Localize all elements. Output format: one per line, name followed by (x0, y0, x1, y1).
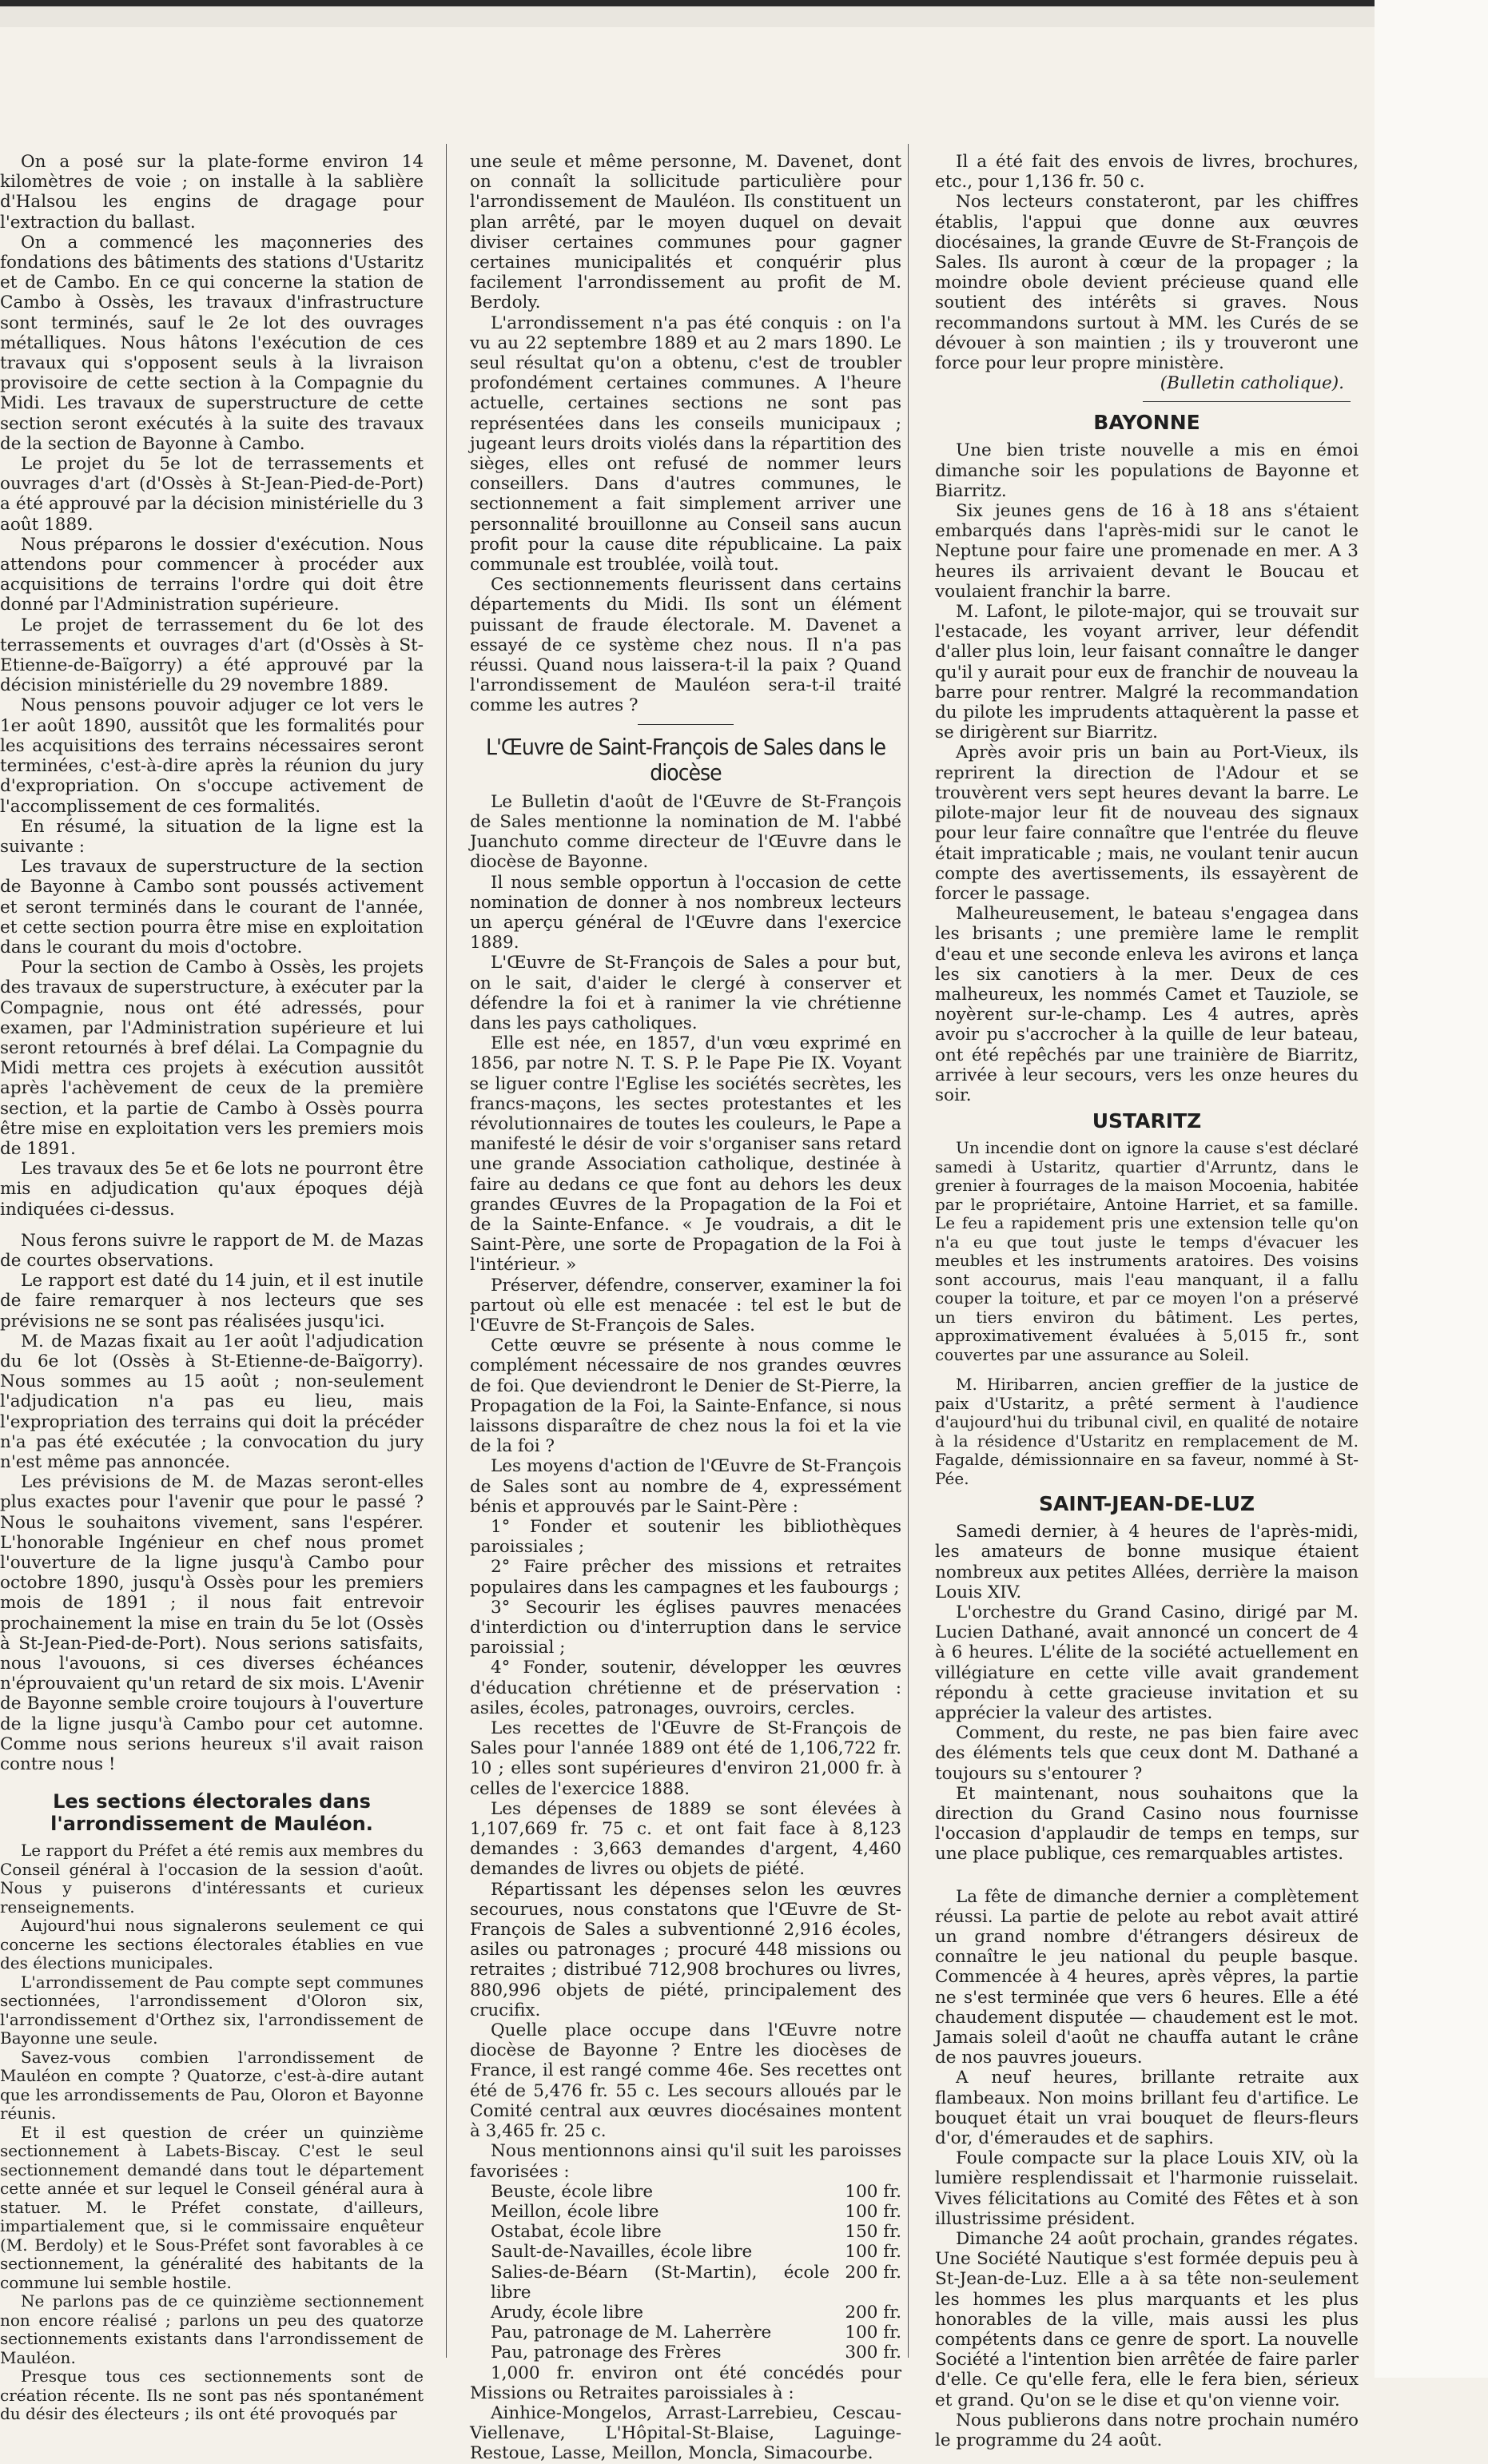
paragraph: En résumé, la situation de la ligne est la suivante : (0, 816, 424, 857)
article-heading: Les sections électorales dans l'arrondissement de Mauléon. (50, 1790, 373, 1836)
table-row (470, 2323, 901, 2343)
amount: 300 fr. (845, 2343, 901, 2363)
column-3 (935, 152, 1359, 2451)
paragraph: Aujourd'hui nous signalerons seulement ce qui concerne les sections électorales établies en vue des élections municipales. (0, 1916, 424, 1973)
paragraph: Une bien triste nouvelle a mis en émoi dimanche soir les populations de Bayonne et Biarritz. (935, 440, 1359, 501)
paragraph: Pour la section de Cambo à Ossès, les projets des travaux de superstructure, à exécuter par la Compagnie, nous ont été adressés, pour examen, par l'Administration supérieure et lui seront retournés à bref délai. La Compagnie du Midi mettra ces projets à exécution aussitôt après l'achèvement de ceux de la première section, et la partie de Cambo à Ossès pourra être mise en exploitation vers les premiers mois de 1891. (0, 957, 424, 1159)
paragraph: Dimanche 24 août prochain, grandes régates. Une Société Nautique s'est formée depuis peu à St-Jean-de-Luz. Elle a à sa tête non-seulement les hommes les plus marquants et les plus honorables de la ville, mais aussi les plus compétents dans ce genre de sport. La nouvelle Société a l'intention bien arrêtée de faire parler d'elle. Ce qu'elle fera, elle le fera bien, sérieux et grand. Qu'on se le dise et qu'on vienne voir. (935, 2229, 1359, 2410)
paragraph: Quelle place occupe dans l'Œuvre notre diocèse de Bayonne ? Entre les diocèses de France, il est rangé comme 46e. Ses recettes ont été de 5,476 fr. 55 c. Les secours alloués par le Comité central aux œuvres diocésaines montent à 3,465 fr. 25 c. (470, 2020, 901, 2142)
paragraph: Les travaux des 5e et 6e lots ne pourront être mis en adjudication qu'aux époques déjà indiquées ci-dessus. (0, 1159, 424, 1220)
paragraph: M. Lafont, le pilote-major, qui se trouvait sur l'estacade, les voyant arriver, leur défendit d'aller plus loin, leur faisant connaître le danger qu'il y aurait pour eux de franchir de nouveau la barre pour rentrer. Malgré la recommandation du pilote les imprudents attaquèrent la passe et se dirigèrent sur Biarritz. (935, 602, 1359, 743)
article-heading: L'Œuvre de Saint-François de Sales dans le diocèse (485, 733, 886, 786)
top-border (0, 0, 1488, 6)
paragraph: Le projet du 5e lot de terrassements et ouvrages d'art (d'Ossès à St-Jean-Pied-de-Port) a été approuvé par la décision ministérielle du 3 août 1889. (0, 454, 424, 535)
electoral-sections-article (0, 1841, 424, 2424)
paragraph: Les travaux de superstructure de la section de Bayonne à Cambo sont poussés activement et seront terminés dans le courant de l'année, et cette section pourra être mise en exploitation dans le courant du mois d'octobre. (0, 857, 424, 957)
saint-jean-de-luz-news (935, 1522, 1359, 2450)
amount: 100 fr. (845, 2181, 901, 2202)
paragraph: Préserver, défendre, conserver, examiner la foi partout où elle est menacée : tel est le but de l'Œuvre de St-François de Sales. (470, 1275, 901, 1335)
paragraph: M. Hiribarren, ancien greffier de la justice de paix d'Ustaritz, a prêté serment à l'audience d'aujourd'hui du tribunal civil, en qualité de notaire à la résidence d'Ustaritz en remplacement de M. Fagalde, démissionnaire en sa faveur, nommé à St-Pée. (935, 1375, 1359, 1488)
paragraph: Le Bulletin d'août de l'Œuvre de St-François de Sales mentionne la nomination de M. l'abbé Juanchuto comme directeur de l'Œuvre dans le diocèse de Bayonne. (470, 791, 901, 873)
ustaritz-news (935, 1139, 1359, 1488)
paragraph: 4° Fonder, soutenir, développer les œuvres d'éducation chrétienne et de préservation : asiles, écoles, patronages, ouvroirs, cercles. (470, 1658, 901, 1718)
table-row (470, 2182, 901, 2202)
paragraph: Comment, du reste, ne pas bien faire avec des éléments tels que ceux dont M. Dathané a toujours su s'entourer ? (935, 1723, 1359, 1784)
paragraph: L'orchestre du Grand Casino, dirigé par M. Lucien Dathané, avait annoncé un concert de 4 à 6 heures. L'élite de la société actuellement en villégiature en cette ville avait grandement répondu à cette gracieuse invitation et su apprécier la valeur des artistes. (935, 1602, 1359, 1723)
school-name: Pau, patronage de M. Laherrère (491, 2323, 772, 2343)
paragraph: Nous pensons pouvoir adjuger ce lot vers le 1er août 1890, aussitôt que les formalités pour les acquisitions des terrains nécessaires seront terminées, c'est-à-dire après la réunion du jury d'expropriation. On s'occupe activement de l'accomplissement de ces formalités. (0, 695, 424, 817)
paragraph: Malheureusement, le bateau s'engagea dans les brisants ; une première lame le remplit d'eau et une seconde enleva les avirons et lança les six canotiers à la mer. Deux de ces malheureux, les nommés Camet et Tauziole, se noyèrent sur-le-champ. Les 4 autres, après avoir pu s'accrocher à la quille de leur bateau, ont été repêchés par une trainière de Biarritz, arrivée à leur secours, vers les onze heures du soir. (935, 904, 1359, 1105)
paragraph: On a posé sur la plate-forme environ 14 kilomètres de voie ; on installe à la sablière d'Halsou les engins de dragage pour l'extraction du ballast. (0, 152, 424, 233)
section-heading-bayonne: BAYONNE (1093, 411, 1200, 435)
school-name: Beuste, école libre (491, 2181, 654, 2202)
paragraph: une seule et même personne, M. Davenet, dont on connaît la sollicitude particulière pour l'arrondissement de Mauléon. Ils constituent un plan arrêté, par le moyen duquel on devait diviser certaines communes pour gagner certaines municipalités et conquérir plus facilement l'arrondissement au profit de M. Berdoly. (470, 152, 901, 313)
column-2 (470, 152, 901, 2464)
railway-report (0, 152, 424, 1220)
column-rule-1 (446, 144, 447, 2358)
table-row (470, 2303, 901, 2323)
source-credit: (Bulletin catholique). (1160, 373, 1344, 394)
amount: 100 fr. (845, 2242, 901, 2263)
paragraph: Foule compacte sur la place Louis XIV, où la lumière resplendissait et l'harmonie ruisselait. Vives félicitations au Comité des Fêtes et à son illustrissime président. (935, 2148, 1359, 2229)
column-rule-2 (908, 144, 909, 2358)
paragraph: Nous ferons suivre le rapport de M. de Mazas de courtes observations. (0, 1230, 424, 1271)
paragraph: Le rapport est daté du 14 juin, et il est inutile de faire remarquer à nos lecteurs que ses prévisions ne se sont pas réalisées jusqu'ici. (0, 1271, 424, 1332)
paragraph: M. de Mazas fixait au 1er août l'adjudication du 6e lot (Ossès à St-Etienne-de-Baïgorry). Nous sommes au 15 août ; non-seulement l'adjudication n'a pas eu lieu, mais l'expropriation des terrains qui doit la précéder n'a pas été exécutée ; la convocation du jury n'est même pas annoncée. (0, 1331, 424, 1472)
paragraph: Savez-vous combien l'arrondissement de Mauléon en compte ? Quatorze, c'est-à-dire autant que les arrondissements de Pau, Oloron et Bayonne réunis. (0, 2047, 424, 2124)
table-row (470, 2343, 901, 2362)
table-row (470, 2222, 901, 2242)
paragraph: Nous mentionnons ainsi qu'il suit les paroisses favorisées : (470, 2141, 901, 2182)
column-1 (0, 152, 424, 2424)
paragraph: La fête de dimanche dernier a complètement réussi. La partie de pelote au rebot avait attiré un grand nombre d'étrangers désireux de connaître le jeu national du peuple basque. Commencée à 4 heures, après vêpres, la partie ne s'est terminée que vers 6 heures. Elle a été chaudement disputée — chaudement est le mot. Jamais soleil d'août ne chauffa autant le crâne de nos pauvres joueurs. (935, 1886, 1359, 2068)
paragraph: Répartissant les dépenses selon les œuvres secourues, nous constatons que l'Œuvre de St-François de Sales a subventionné 2,916 écoles, asiles ou patronages ; procuré 448 missions ou retraites ; distribué 712,908 brochures ou livres, 880,996 objets de piété, principalement des crucifix. (470, 1879, 901, 2020)
paragraph: Nos lecteurs constateront, par les chiffres établis, l'appui que donne aux œuvres diocésaines, la grande Œuvre de St-François de Sales. Ils auront à cœur de la propager ; la moindre obole devient précieuse quand elle soutient des intérêts si graves. Nous recommandons surtout à MM. les Curés de se dévouer à son maintien ; ils y trouveront une force pour leur propre ministère. (935, 192, 1359, 374)
paragraph: Elle est née, en 1857, d'un vœu exprimé en 1856, par notre N. T. S. P. le Pape Pie IX. Voyant se liguer contre l'Eglise les sociétés secrètes, les francs-maçons, les sectes protestantes et les révolutionnaires de toutes les couleurs, le Pape a manifesté le désir de voir s'organiser sans retard une grande Association catholique, destinée à faire au dedans ce que font au dehors les deux grandes Œuvres de la Propagation de la Foi et de la Sainte-Enfance. « Je voudrais, a dit le Saint-Père, une sorte de Propagation de la Foi à l'intérieur. » (470, 1033, 901, 1276)
paragraph: L'arrondissement de Pau compte sept communes sectionnées, l'arrondissement d'Oloron six, l'arrondissement d'Orthez six, l'arrondissement de Bayonne une seule. (0, 1972, 424, 2048)
right-margin (1375, 0, 1488, 2378)
paragraph: Six jeunes gens de 16 à 18 ans s'étaient embarqués dans l'après-midi sur le canot le Neptune pour faire une promenade en mer. A 3 heures ils arrivaient devant le Boucau et voulaient franchir la barre. (935, 501, 1359, 602)
table-row (470, 2202, 901, 2222)
paragraph: On a commencé les maçonneries des fondations des bâtiments des stations d'Ustaritz et de Cambo. En ce qui concerne la station de Cambo à Ossès, les travaux d'infrastructure sont terminés, sauf le 2e lot des ouvrages métalliques. Nous hâtons l'exécution de ces travaux qui s'opposent seuls à la livraison provisoire de cette section à la Compagnie du Midi. Les travaux de superstructure de cette section seront exécutés à la suite des travaux de la section de Bayonne à Cambo. (0, 232, 424, 454)
oeuvre-article-end (935, 152, 1359, 393)
divider (638, 724, 734, 725)
school-name: Salies-de-Béarn (St-Martin), école libre (491, 2262, 830, 2303)
paragraph: Nous préparons le dossier d'exécution. Nous attendons pour commencer à procéder aux acquisitions de terrains l'ordre qui doit être donné par l'Administration supérieure. (0, 534, 424, 615)
paragraph: Nous publierons dans notre prochain numéro le programme du 24 août. (935, 2410, 1359, 2451)
paragraph: Les prévisions de M. de Mazas seront-elles plus exactes pour l'avenir que pour le passé ? Nous le souhaitons vivement, sans l'espérer. L'honorable Ingénieur en chef nous promet l'ouverture de la ligne jusqu'à Cambo pour octobre 1890, jusqu'à Ossès pour les premiers mois de 1891 ; il nous fait entrevoir prochainement la mise en train du 5e lot (Ossès à St-Jean-Pied-de-Port). Nous serions satisfaits, nous l'avouons, si ces diverses échéances n'éprouvaient qu'un retard de six mois. L'Avenir de Bayonne semble croire toujours à l'ouverture de la ligne jusqu'à Cambo pour cet automne. Comme nous serions heureux s'il avait raison contre nous ! (0, 1472, 424, 1775)
section-heading-ustaritz: USTARITZ (1092, 1109, 1202, 1133)
amount: 100 fr. (845, 2323, 901, 2343)
paragraph: L'Œuvre de St-François de Sales a pour but, on le sait, d'aider le clergé à conserver et défendre la foi et à ranimer la vie chrétienne dans les pays catholiques. (470, 953, 901, 1033)
bayonne-news (935, 440, 1359, 1105)
paragraph: Après avoir pris un bain au Port-Vieux, ils reprirent la direction de l'Adour et se trouvèrent vers sept heures devant la barre. Le pilote-major leur fit de nouveau des signaux pour leur faire connaître que l'entrée du fleuve était impraticable ; mais, ne voulant tenir aucun compte des avertissements, ils essayèrent de forcer le passage. (935, 742, 1359, 904)
paragraph: 1,000 fr. environ ont été concédés pour Missions ou Retraites paroissiales à : (470, 2362, 901, 2403)
editorial-comment (0, 1231, 424, 1774)
page-edge (0, 6, 1488, 27)
paragraph: Le projet de terrassement du 6e lot des terrassements et ouvrages d'art (d'Ossès à St-Etienne-de-Baïgorry) a été approuvé par la décision ministérielle du 29 novembre 1889. (0, 615, 424, 696)
amount: 100 fr. (845, 2201, 901, 2222)
school-name: Meillon, école libre (491, 2201, 659, 2222)
paragraph: Il a été fait des envois de livres, brochures, etc., pour 1,136 fr. 50 c. (935, 152, 1359, 193)
paragraph: 3° Secourir les églises pauvres menacées d'interdiction ou d'interruption dans le service paroissial ; (470, 1597, 901, 1658)
parish-grants-table (470, 2182, 901, 2363)
school-name: Sault-de-Navailles, école libre (491, 2242, 753, 2263)
paragraph: Samedi dernier, à 4 heures de l'après-midi, les amateurs de bonne musique étaient nombreux aux petites Allées, derrière la maison Louis XIV. (935, 1522, 1359, 1602)
oeuvre-article (470, 792, 901, 2182)
paragraph: Ces sectionnements fleurissent dans certains départements du Midi. Ils sont un élément puissant de fraude électorale. M. Davenet a essayé de ce système chez nous. Il n'a pas réussi. Quand nous laissera-t-il la paix ? Quand l'arrondissement de Mauléon sera-t-il traité comme les autres ? (470, 575, 901, 716)
table-row (470, 2263, 901, 2303)
paragraph: A neuf heures, brillante retraite aux flambeaux. Non moins brillant feu d'artifice. Le bouquet était un vrai bouquet de fleurs-fleurs d'or, d'émeraudes et de saphirs. (935, 2068, 1359, 2149)
paragraph: Presque tous ces sectionnements sont de création récente. Ils ne sont pas nés spontanément du désir des électeurs ; ils ont été provoqués par (0, 2366, 424, 2424)
paragraph: Et il est question de créer un quinzième sectionnement à Labets-Biscay. C'est le seul sectionnement demandé dans tout le département cette année et sur lequel le Conseil général aura à statuer. M. le Préfet constate, d'ailleurs, impartialement que, si le commissaire enquêteur (M. Berdoly) et le Sous-Préfet sont favorables à ce sectionnement, la généralité des habitants de la commune lui semble hostile. (0, 2122, 424, 2292)
table-row (470, 2242, 901, 2262)
paragraph: Les dépenses de 1889 se sont élevées à 1,107,669 fr. 75 c. et ont fait face à 8,123 demandes : 3,663 demandes d'argent, 4,460 demandes de livres ou objets de piété. (470, 1798, 901, 1880)
paragraph: Un incendie dont on ignore la cause s'est déclaré samedi à Ustaritz, quartier d'Arruntz, dans le grenier à fourrages de la maison Mocoenia, habitée par le propriétaire, Antoine Harriet, et sa famille. Le feu a rapidement pris une extension telle qu'on n'a eu que tout juste le temps d'évacuer les meubles et les instruments aratoires. Des voisins sont accourus, mais l'eau manquant, il a fallu couper la toiture, et par ce moyen l'on a préservé un tiers environ du bâtiment. Les pertes, approximativement évaluées à 5,015 fr., sont couvertes par une assurance au Soleil. (935, 1138, 1359, 1364)
paragraph: Ne parlons pas de ce quinzième sectionnement non encore réalisé ; parlons un peu des quatorze sectionnements existants dans l'arrondissement de Mauléon. (0, 2291, 424, 2367)
school-name: Pau, patronage des Frères (491, 2343, 722, 2363)
divider (1143, 401, 1351, 402)
school-name: Arudy, école libre (491, 2302, 644, 2323)
electoral-sections-continued (470, 152, 901, 716)
amount: 150 fr. (845, 2222, 901, 2243)
amount: 200 fr. (845, 2262, 901, 2283)
paragraph: Et maintenant, nous souhaitons que la direction du Grand Casino nous fournisse l'occasion d'applaudir de temps en temps, sur une place publique, ces remarquables artistes. (935, 1783, 1359, 1865)
section-heading-saint-jean-de-luz: SAINT-JEAN-DE-LUZ (1038, 1492, 1255, 1516)
paragraph: 1° Fonder et soutenir les bibliothèques paroissiales ; (470, 1517, 901, 1558)
amount: 200 fr. (845, 2302, 901, 2323)
paragraph: Les moyens d'action de l'Œuvre de St-François de Sales sont au nombre de 4, expressément bénis et approuvés par le Saint-Père : (470, 1456, 901, 1517)
paragraph: Les recettes de l'Œuvre de St-François de Sales pour l'année 1889 ont été de 1,106,722 fr. 10 ; elles sont supérieures d'environ 21,000 fr. à celles de l'exercice 1888. (470, 1718, 901, 1799)
school-name: Ostabat, école libre (491, 2222, 662, 2243)
paragraph: Cette œuvre se présente à nous comme le complément nécessaire de nos grandes œuvres de foi. Que deviendront le Denier de St-Pierre, la Propagation de la Foi, la Sainte-Enfance, si nous laissons disparaître de chez nous la foi et la vie de la foi ? (470, 1335, 901, 1457)
paragraph: Il nous semble opportun à l'occasion de cette nomination de donner à nos nombreux lecteurs un aperçu général de l'Œuvre dans l'exercice 1889. (470, 872, 901, 953)
paragraph: Ainhice-Mongelos, Arrast-Larrebieu, Cescau-Viellenave, L'Hôpital-St-Blaise, Laguinge-Restoue, Lasse, Meillon, Moncla, Simacourbe. (470, 2402, 901, 2464)
paragraph: 2° Faire prêcher des missions et retraites populaires dans les campagnes et les faubourgs ; (470, 1557, 901, 1598)
paragraph: L'arrondissement n'a pas été conquis : on l'a vu au 22 septembre 1889 et au 2 mars 1890. Le seul résultat qu'on a obtenu, c'est de troubler profondément certaines communes. A l'heure actuelle, certaines sections ne sont pas représentées dans les conseils municipaux ; jugeant leurs droits violés dans la répartition des sièges, elles ont refusé de nommer leurs conseillers. Dans d'autres communes, le sectionnement a fait simplement arriver une personnalité brouillonne au Conseil sans aucun profit pour la cause dite républicaine. La paix communale est troublée, voilà tout. (470, 312, 901, 575)
paragraph: Le rapport du Préfet a été remis aux membres du Conseil général à l'occasion de la session d'août. Nous y puiserons d'intéressants et curieux renseignements. (0, 1841, 424, 1917)
